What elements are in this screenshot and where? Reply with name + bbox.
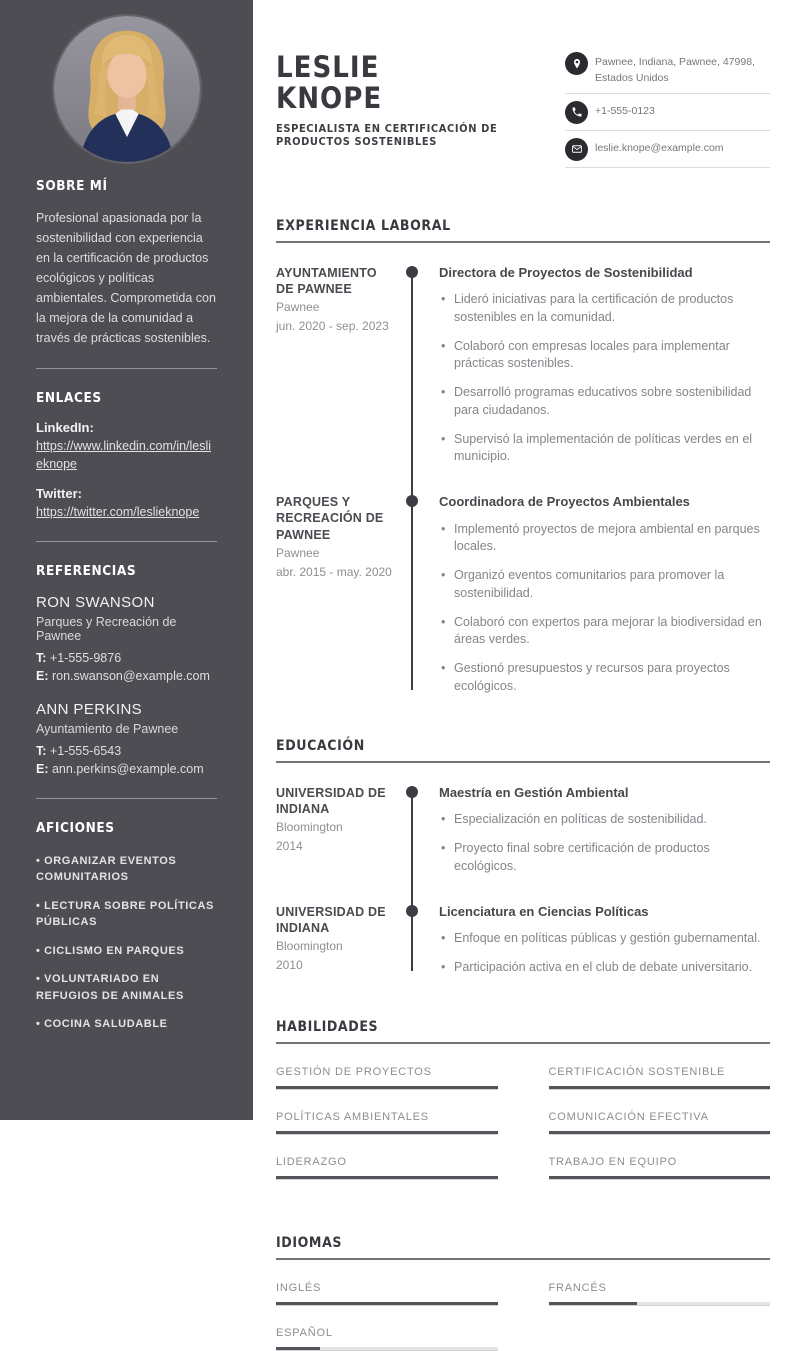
- person-name: [276, 52, 565, 113]
- entry-left: [276, 494, 411, 696]
- email-prefix: E:: [36, 669, 49, 683]
- language-bar-fill: [276, 1347, 320, 1350]
- hobby-item: • VOLUNTARIADO EN REFUGIOS DE ANIMALES: [36, 971, 217, 1004]
- sidebar-divider: [36, 541, 217, 542]
- entry-year: 2014: [276, 838, 303, 853]
- skill-item: [549, 1066, 771, 1090]
- bullet: • Implementó proyectos de mejora ambiental en parques locales.: [439, 521, 770, 557]
- about-text: Profesional apasionada por la sostenibilidad con experiencia en la certificación de productos ecológicos y políticas ambientales. Comprometida con la mejora de la comunidad a través de prácticas sostenibles.: [36, 211, 216, 345]
- twitter-link[interactable]: https://twitter.com/leslieknope: [36, 505, 200, 520]
- reference-phone: [36, 742, 217, 760]
- phone-icon: [565, 101, 588, 124]
- education-section-title: EDUCACIÓN: [276, 738, 770, 763]
- entry-dates: jun. 2020 - sep. 2023: [276, 318, 389, 333]
- about-section: [36, 178, 217, 348]
- skill-bar: [276, 1131, 498, 1135]
- school-city: Bloomington: [276, 939, 343, 954]
- reference-name: RON SWANSON: [36, 594, 155, 612]
- language-bar: [549, 1302, 771, 1306]
- skill-label: GESTIÓN DE PROYECTOS: [276, 1065, 432, 1078]
- skill-bar-fill: [549, 1086, 771, 1089]
- school-city: Bloomington: [276, 820, 343, 835]
- entry-right: [411, 904, 770, 977]
- location-text: Pawnee, Indiana, Pawnee, 47998, Estados Unidos: [595, 56, 755, 84]
- contact-phone-row: [565, 99, 770, 131]
- sidebar-divider: [36, 798, 217, 799]
- phone-prefix: T:: [36, 743, 47, 758]
- bullet: • Especialización en políticas de sostenibilidad.: [439, 811, 770, 829]
- language-label: FRANCÉS: [548, 1281, 607, 1294]
- bullet: • Supervisó la implementación de políticas verdes en el municipio.: [439, 431, 770, 467]
- skill-bar: [276, 1086, 498, 1090]
- name-line-2: KNOPE: [276, 80, 383, 115]
- skill-bar-fill: [549, 1176, 771, 1179]
- role-title: Coordinadora de Proyectos Ambientales: [439, 494, 690, 510]
- bullet: • Proyecto final sobre certificación de productos ecológicos.: [439, 840, 770, 876]
- bullet: • Organizó eventos comunitarios para promover la sostenibilidad.: [439, 567, 770, 603]
- timeline-dot: [406, 786, 418, 798]
- entry-dates: abr. 2015 - may. 2020: [276, 564, 392, 579]
- reference-item: [36, 700, 217, 778]
- timeline-dot: [406, 495, 418, 507]
- company-city: Pawnee: [276, 300, 320, 314]
- degree-title: Maestría en Gestión Ambiental: [439, 784, 629, 800]
- skill-bar-fill: [549, 1131, 771, 1134]
- sidebar: [0, 0, 253, 1120]
- job-title: ESPECIALISTA EN CERTIFICACIÓN DE PRODUCTOS SOSTENIBLES: [276, 122, 498, 149]
- phone-text: +1-555-0123: [595, 104, 655, 117]
- skill-bar: [276, 1176, 498, 1180]
- languages-grid: [276, 1282, 770, 1351]
- experience-section: [276, 218, 770, 696]
- contact-email-row: [565, 136, 770, 168]
- link-item-twitter: [36, 486, 217, 521]
- skill-label: LIDERAZGO: [276, 1155, 347, 1168]
- skill-bar-fill: [276, 1176, 498, 1179]
- bullet: • Desarrolló programas educativos sobre sostenibilidad para ciudadanos.: [439, 384, 770, 420]
- bullet: • Participación activa en el club de debate universitario.: [439, 959, 770, 977]
- entry-right: [411, 494, 770, 696]
- language-bar-fill: [549, 1302, 638, 1305]
- skill-item: [276, 1111, 498, 1135]
- role-bullets: [439, 291, 770, 466]
- phone-number: +1-555-9876: [49, 650, 122, 665]
- language-bar: [276, 1302, 498, 1306]
- email-icon: [565, 138, 588, 161]
- degree-title: Licenciatura en Ciencias Políticas: [439, 903, 649, 919]
- phone-number: +1-555-6543: [49, 743, 122, 758]
- entry-left: [276, 785, 411, 876]
- skill-bar-fill: [276, 1086, 498, 1089]
- profile-photo-illustration: [54, 16, 200, 162]
- hobbies-section: [36, 820, 217, 1033]
- education-entry: [276, 904, 770, 977]
- reference-item: [36, 593, 217, 685]
- skill-item: [549, 1156, 771, 1180]
- skill-label: TRABAJO EN EQUIPO: [548, 1155, 678, 1168]
- main-content: [253, 0, 794, 1339]
- skill-label: CERTIFICACIÓN SOSTENIBLE: [548, 1065, 726, 1078]
- language-item: [549, 1282, 771, 1306]
- education-entry: [276, 785, 770, 876]
- linkedin-link[interactable]: https://www.linkedin.com/in/leslieknope: [36, 439, 212, 472]
- contact-location-row: [565, 50, 770, 94]
- company-name: AYUNTAMIENTO DE PAWNEE: [276, 265, 377, 296]
- bullet: • Lideró iniciativas para la certificación de productos sostenibles en la comunidad.: [439, 291, 770, 327]
- experience-entry: [276, 494, 770, 696]
- role-title: Directora de Proyectos de Sostenibilidad: [439, 264, 693, 280]
- skill-label: POLÍTICAS AMBIENTALES: [276, 1110, 429, 1123]
- hobby-item: • ORGANIZAR EVENTOS COMUNITARIOS: [36, 853, 217, 886]
- language-label: ESPAÑOL: [276, 1326, 333, 1339]
- bullet: • Enfoque en políticas públicas y gestión gubernamental.: [439, 930, 770, 948]
- link-label: Twitter:: [36, 486, 82, 502]
- skills-section-title: HABILIDADES: [276, 1019, 770, 1044]
- bullet: • Gestionó presupuestos y recursos para proyectos ecológicos.: [439, 660, 770, 696]
- bullet: • Colaboró con empresas locales para implementar prácticas sostenibles.: [439, 338, 770, 374]
- skills-section: [276, 1019, 770, 1180]
- name-block: [276, 50, 565, 173]
- reference-email: [36, 760, 217, 778]
- role-bullets: [439, 521, 770, 696]
- experience-entries: [276, 265, 770, 696]
- hobby-item: • CICLISMO EN PARQUES: [36, 943, 217, 960]
- link-label: LinkedIn:: [36, 420, 94, 435]
- skill-bar: [549, 1176, 771, 1180]
- links-section: [36, 390, 217, 521]
- entry-right: [411, 785, 770, 876]
- email-address: ron.swanson@example.com: [51, 669, 210, 683]
- education-entries: [276, 785, 770, 977]
- hobby-item: • LECTURA SOBRE POLÍTICAS PÚBLICAS: [36, 898, 217, 931]
- reference-org: Parques y Recreación de Pawnee: [36, 614, 177, 643]
- skill-bar-fill: [276, 1131, 498, 1134]
- school-name: UNIVERSIDAD DE INDIANA: [276, 785, 386, 816]
- language-label: INGLÉS: [276, 1281, 322, 1294]
- sidebar-divider: [36, 368, 217, 369]
- language-bar: [276, 1347, 498, 1351]
- reference-email: [36, 667, 217, 685]
- timeline-dot: [406, 266, 418, 278]
- skill-item: [549, 1111, 771, 1135]
- phone-prefix: T:: [36, 650, 47, 665]
- bullet: • Colaboró con expertos para mejorar la biodiversidad en áreas verdes.: [439, 614, 770, 650]
- skills-grid: [276, 1066, 770, 1180]
- experience-entry: [276, 265, 770, 467]
- languages-section: [276, 1235, 770, 1351]
- name-line-1: LESLIE: [276, 50, 380, 84]
- language-item: [276, 1282, 498, 1306]
- avatar: [54, 16, 200, 162]
- entry-left: [276, 265, 411, 467]
- education-section: [276, 738, 770, 977]
- contact-block: [565, 50, 770, 173]
- link-item-linkedin: [36, 420, 217, 473]
- references-title: REFERENCIAS: [36, 563, 137, 580]
- links-title: ENLACES: [36, 390, 102, 406]
- email-address: ann.perkins@example.com: [51, 761, 204, 776]
- language-bar-fill: [276, 1302, 498, 1305]
- company-city: Pawnee: [276, 545, 320, 560]
- languages-section-title: IDIOMAS: [276, 1235, 770, 1260]
- skill-item: [276, 1066, 498, 1090]
- email-text: leslie.knope@example.com: [595, 141, 724, 154]
- skill-bar: [549, 1131, 771, 1135]
- degree-bullets: [439, 930, 770, 977]
- school-name: UNIVERSIDAD DE INDIANA: [276, 904, 386, 935]
- references-section: [36, 563, 217, 778]
- location-pin-icon: [565, 52, 588, 75]
- degree-bullets: [439, 811, 770, 875]
- skill-bar: [549, 1086, 771, 1090]
- skill-label: COMUNICACIÓN EFECTIVA: [548, 1110, 709, 1123]
- resume-header: [276, 50, 770, 173]
- reference-phone: [36, 649, 217, 667]
- entry-right: [411, 265, 770, 467]
- skill-item: [276, 1156, 498, 1180]
- company-name: PARQUES Y RECREACIÓN DE PAWNEE: [276, 495, 384, 542]
- reference-org: Ayuntamiento de Pawnee: [36, 721, 179, 736]
- hobbies-title: AFICIONES: [36, 819, 115, 836]
- entry-left: [276, 904, 411, 977]
- reference-name: ANN PERKINS: [36, 701, 143, 719]
- timeline-dot: [406, 905, 418, 917]
- language-item: [276, 1327, 498, 1351]
- hobby-item: • COCINA SALUDABLE: [36, 1016, 217, 1033]
- entry-year: 2010: [276, 957, 303, 972]
- experience-section-title: EXPERIENCIA LABORAL: [276, 218, 770, 243]
- about-title: SOBRE MÍ: [36, 178, 108, 194]
- email-prefix: E:: [36, 761, 49, 776]
